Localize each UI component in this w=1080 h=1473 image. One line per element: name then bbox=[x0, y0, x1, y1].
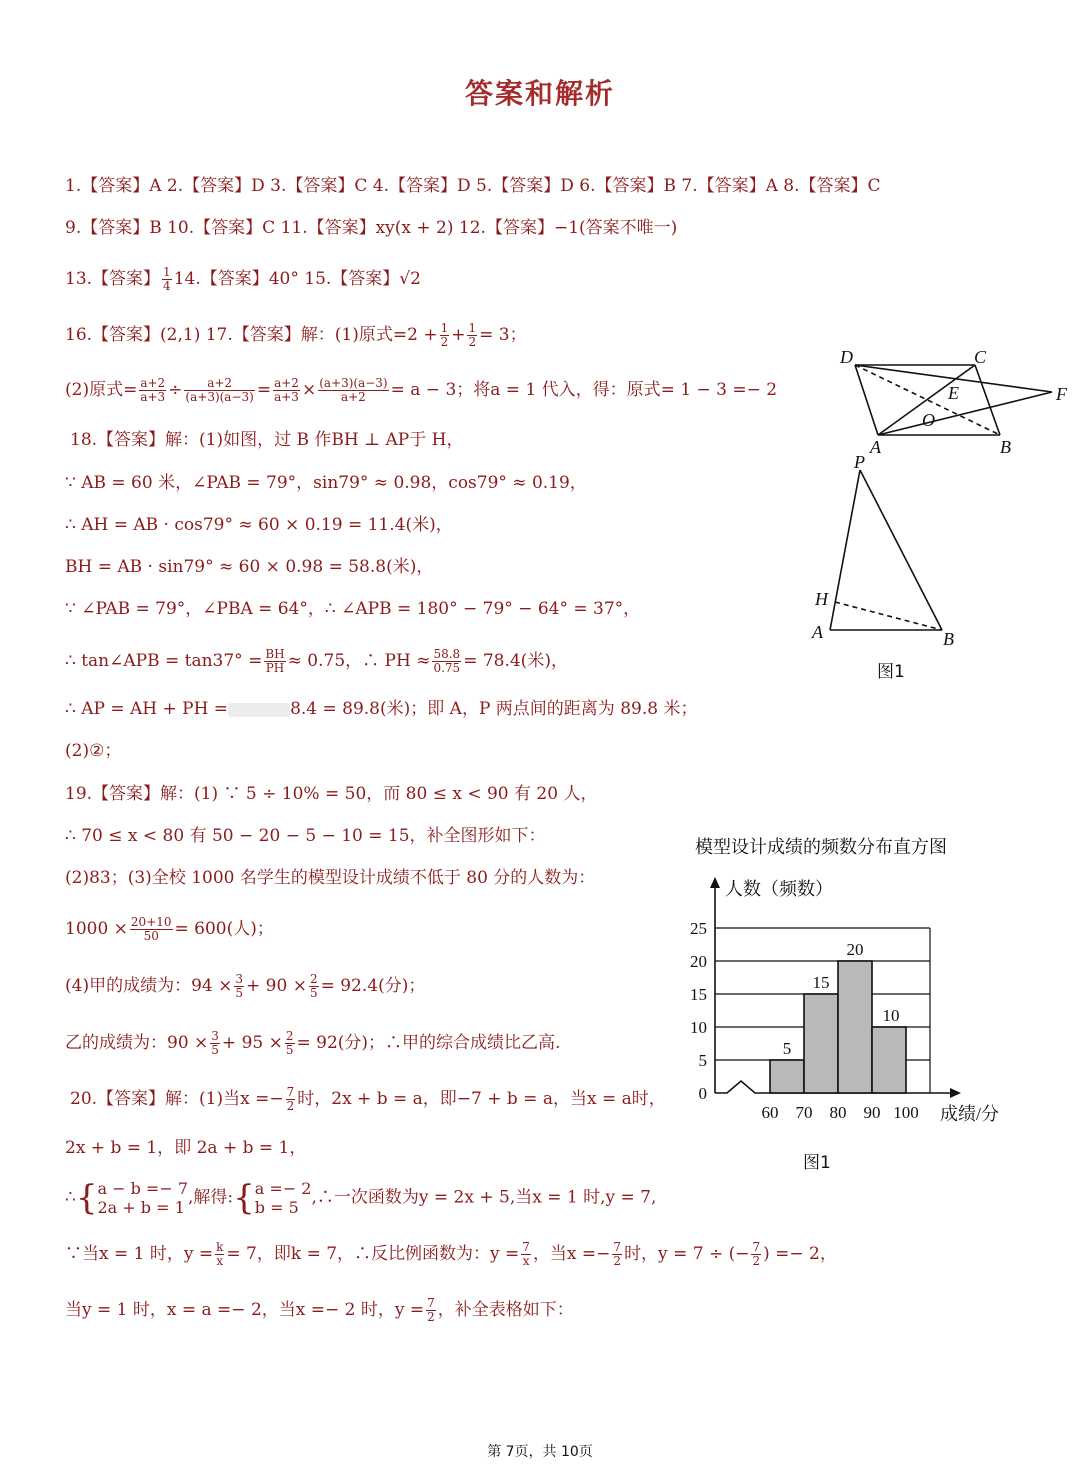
label-b: B bbox=[1000, 437, 1011, 457]
answer-20-inverse: ∵当x = 1 时，y = $\frac{k}{x}$ = 7，即k = 7，∴反比例函数为：y = $\frac{7}{x}$ ，当x =− $\frac{7}{2}$ 时，y = 7 ÷ (− $\frac{7}{2}$ ) =− 2， bbox=[65, 1240, 837, 1268]
blurred-region bbox=[228, 703, 290, 717]
fraction: $\frac{a+2}{(a+3)(a-3)}$ bbox=[185, 376, 254, 404]
y-tick-label: 5 bbox=[698, 1051, 707, 1070]
fraction: $\frac{3}{5}$ bbox=[211, 1029, 219, 1057]
answer-20-eq: 2x + b = 1，即 2a + b = 1， bbox=[65, 1138, 307, 1158]
answer-18-part2: (2)②； bbox=[65, 741, 122, 761]
fraction: $\frac{1}{2}$ bbox=[440, 321, 449, 349]
y-tick-label: 0 bbox=[698, 1084, 707, 1103]
histogram-caption: 图1 bbox=[803, 1153, 831, 1173]
answer-19-yi: 乙的成绩为：90 × $\frac{3}{5}$ + 95 × $\frac{2}{5}$ = 92(分)；∴甲的综合成绩比乙高. bbox=[65, 1029, 561, 1057]
answer-19-part3: (2)83；(3)全校 1000 名学生的模型设计成绩不低于 80 分的人数为： bbox=[65, 868, 596, 888]
fraction: $\frac{58.8}{0.75}$ bbox=[433, 647, 461, 675]
bar-value-label: 20 bbox=[846, 940, 864, 959]
answer-20-table: 当y = 1 时，x = a =− 2，当x =− 2 时，y = $\frac{7}{2}$ ，补全表格如下： bbox=[65, 1296, 574, 1324]
answer-18-bh: BH = AB · sin79° ≈ 60 × 0.98 = 58.8(米)， bbox=[65, 557, 434, 577]
label-p: P bbox=[854, 452, 865, 472]
label-a: A bbox=[812, 622, 823, 642]
label-o: O bbox=[922, 410, 935, 430]
histogram-bar bbox=[770, 1060, 804, 1093]
answers-line-2: 9.【答案】B 10.【答案】C 11.【答案】xy(x + 2) 12.【答案】−1(答案不唯一) bbox=[65, 218, 678, 238]
y-tick-label: 25 bbox=[690, 919, 707, 938]
triangle-figure bbox=[800, 450, 970, 655]
fraction: $\frac{3}{5}$ bbox=[235, 972, 244, 1000]
fraction: $\frac{1}{2}$ bbox=[468, 321, 477, 349]
histogram-bar bbox=[804, 994, 838, 1093]
fraction: $\frac{2}{5}$ bbox=[285, 1029, 294, 1057]
fraction: $\frac{BH}{PH}$ bbox=[265, 647, 285, 675]
x-axis-arrow bbox=[950, 1088, 961, 1098]
fraction: $\frac{a+2}{a+3}$ bbox=[140, 376, 166, 404]
fraction: $\frac{7}{2}$ bbox=[286, 1085, 295, 1113]
fraction: $\frac{2}{5}$ bbox=[309, 972, 318, 1000]
parallelogram-figure bbox=[830, 340, 1075, 460]
x-axis-label: 成绩/分 bbox=[940, 1104, 1000, 1124]
histogram-bar bbox=[872, 1027, 906, 1093]
x-tick-label: 100 bbox=[893, 1103, 919, 1122]
histogram-bar bbox=[838, 961, 872, 1093]
answer-19-jia: (4)甲的成绩为：94 × $\frac{3}{5}$ + 90 × $\frac{2}{5}$ = 92.4(分)； bbox=[65, 972, 426, 1000]
label-d: D bbox=[840, 347, 853, 367]
answer-18-tan: ∴ tan∠APB = tan37° = $\frac{BH}{PH}$ ≈ 0.75，∴ PH ≈ $\frac{58.8}{0.75}$ = 78.4(米)， bbox=[65, 647, 568, 675]
fraction: $\frac{a+2}{a+3}$ bbox=[274, 376, 299, 404]
fraction: $\frac{k}{x}$ bbox=[216, 1240, 224, 1268]
label-f: F bbox=[1056, 384, 1067, 404]
answer-16-17: 16.【答案】(2,1) 17.【答案】解：(1)原式=2 + $\frac{1}{2}$ + $\frac{1}{2}$ = 3； bbox=[65, 321, 527, 349]
label-c: C bbox=[974, 347, 987, 367]
bar-value-label: 5 bbox=[782, 1039, 792, 1058]
fraction: $\frac{7}{x}$ bbox=[522, 1240, 530, 1268]
answer-17-part2: (2)原式= $\frac{a+2}{a+3}$ ÷ $\frac{a+2}{(a+3)(a-3)}$ = $\frac{a+2}{a+3}$ × $\frac{(a+3)(a-3)}{a+2}$ = a − 3；将a = 1 代入，得：原式= 1 − 3 =− 2 bbox=[65, 376, 778, 404]
y-tick-label: 10 bbox=[690, 1018, 707, 1037]
fraction: $\frac{7}{2}$ bbox=[613, 1240, 622, 1268]
y-tick-label: 15 bbox=[690, 985, 707, 1004]
fraction: $\frac{20+10}{50}$ bbox=[130, 915, 172, 943]
label-a: A bbox=[870, 437, 881, 457]
fraction: $\frac{1}{4}$ bbox=[163, 265, 171, 293]
answer-19-intro: 19.【答案】解：(1) ∵ 5 ÷ 10% = 50，而 80 ≤ x < 90 有 20 人， bbox=[65, 784, 598, 804]
answer-18-given: ∵ AB = 60 米，∠PAB = 79°，sin79° ≈ 0.98，cos79° ≈ 0.19， bbox=[65, 473, 587, 493]
page-title: 答案和解析 bbox=[464, 77, 615, 110]
answers-line-3: 13.【答案】 $\frac{1}{4}$ 14.【答案】40° 15.【答案】√2 bbox=[65, 265, 421, 293]
fraction: $\frac{7}{2}$ bbox=[427, 1296, 435, 1324]
answer-20-system: ∴{ a − b =− 7 2a + b = 1 ,解得:{ a =− 2 b = 5 ,∴一次函数为y = 2x + 5,当x = 1 时,y = 7, bbox=[65, 1178, 657, 1218]
answer-19-count: 1000 × $\frac{20+10}{50}$ = 600(人)； bbox=[65, 915, 274, 943]
fraction: $\frac{7}{2}$ bbox=[752, 1240, 761, 1268]
triangle-caption: 图1 bbox=[877, 662, 905, 682]
answer-19-step: ∴ 70 ≤ x < 80 有 50 − 20 − 5 − 10 = 15，补全图形如下： bbox=[65, 826, 546, 846]
answer-20-intro: 20.【答案】解：(1)当x =− $\frac{7}{2}$ 时，2x + b = a，即−7 + b = a，当x = a时， bbox=[70, 1085, 666, 1113]
bar-value-label: 15 bbox=[812, 973, 830, 992]
answer-18-ah: ∴ AH = AB · cos79° ≈ 60 × 0.19 = 11.4(米)， bbox=[65, 515, 453, 535]
y-axis-arrow bbox=[710, 877, 720, 888]
label-h: H bbox=[815, 589, 828, 609]
label-e: E bbox=[948, 383, 959, 403]
x-tick-label: 70 bbox=[795, 1103, 813, 1122]
fraction: $\frac{(a+3)(a-3)}{a+2}$ bbox=[319, 376, 388, 404]
histogram-chart bbox=[665, 830, 1025, 1130]
answers-line-1: 1.【答案】A 2.【答案】D 3.【答案】C 4.【答案】D 5.【答案】D 6.【答案】B 7.【答案】A 8.【答案】C bbox=[65, 176, 881, 196]
x-tick-label: 90 bbox=[863, 1103, 881, 1122]
chart-title: 模型设计成绩的频数分布直方图 bbox=[695, 837, 947, 857]
bar-value-label: 10 bbox=[882, 1006, 900, 1025]
x-tick-label: 60 bbox=[761, 1103, 779, 1122]
y-axis-label: 人数（频数） bbox=[725, 879, 833, 899]
answer-18-ap: ∴ AP = AH + PH = 8.4 = 89.8(米)；即 A，P 两点间的距离为 89.8 米； bbox=[65, 699, 698, 719]
page-footer: 第 7页，共 10页 bbox=[487, 1444, 593, 1460]
label-b: B bbox=[943, 629, 954, 649]
answer-18-intro: 18.【答案】解：(1)如图，过 B 作BH ⊥ AP于 H， bbox=[70, 430, 464, 450]
answer-18-angle: ∵ ∠PAB = 79°，∠PBA = 64°，∴ ∠APB = 180° − 79° − 64° = 37°， bbox=[65, 599, 641, 619]
x-tick-label: 80 bbox=[829, 1103, 847, 1122]
y-tick-label: 20 bbox=[690, 952, 707, 971]
